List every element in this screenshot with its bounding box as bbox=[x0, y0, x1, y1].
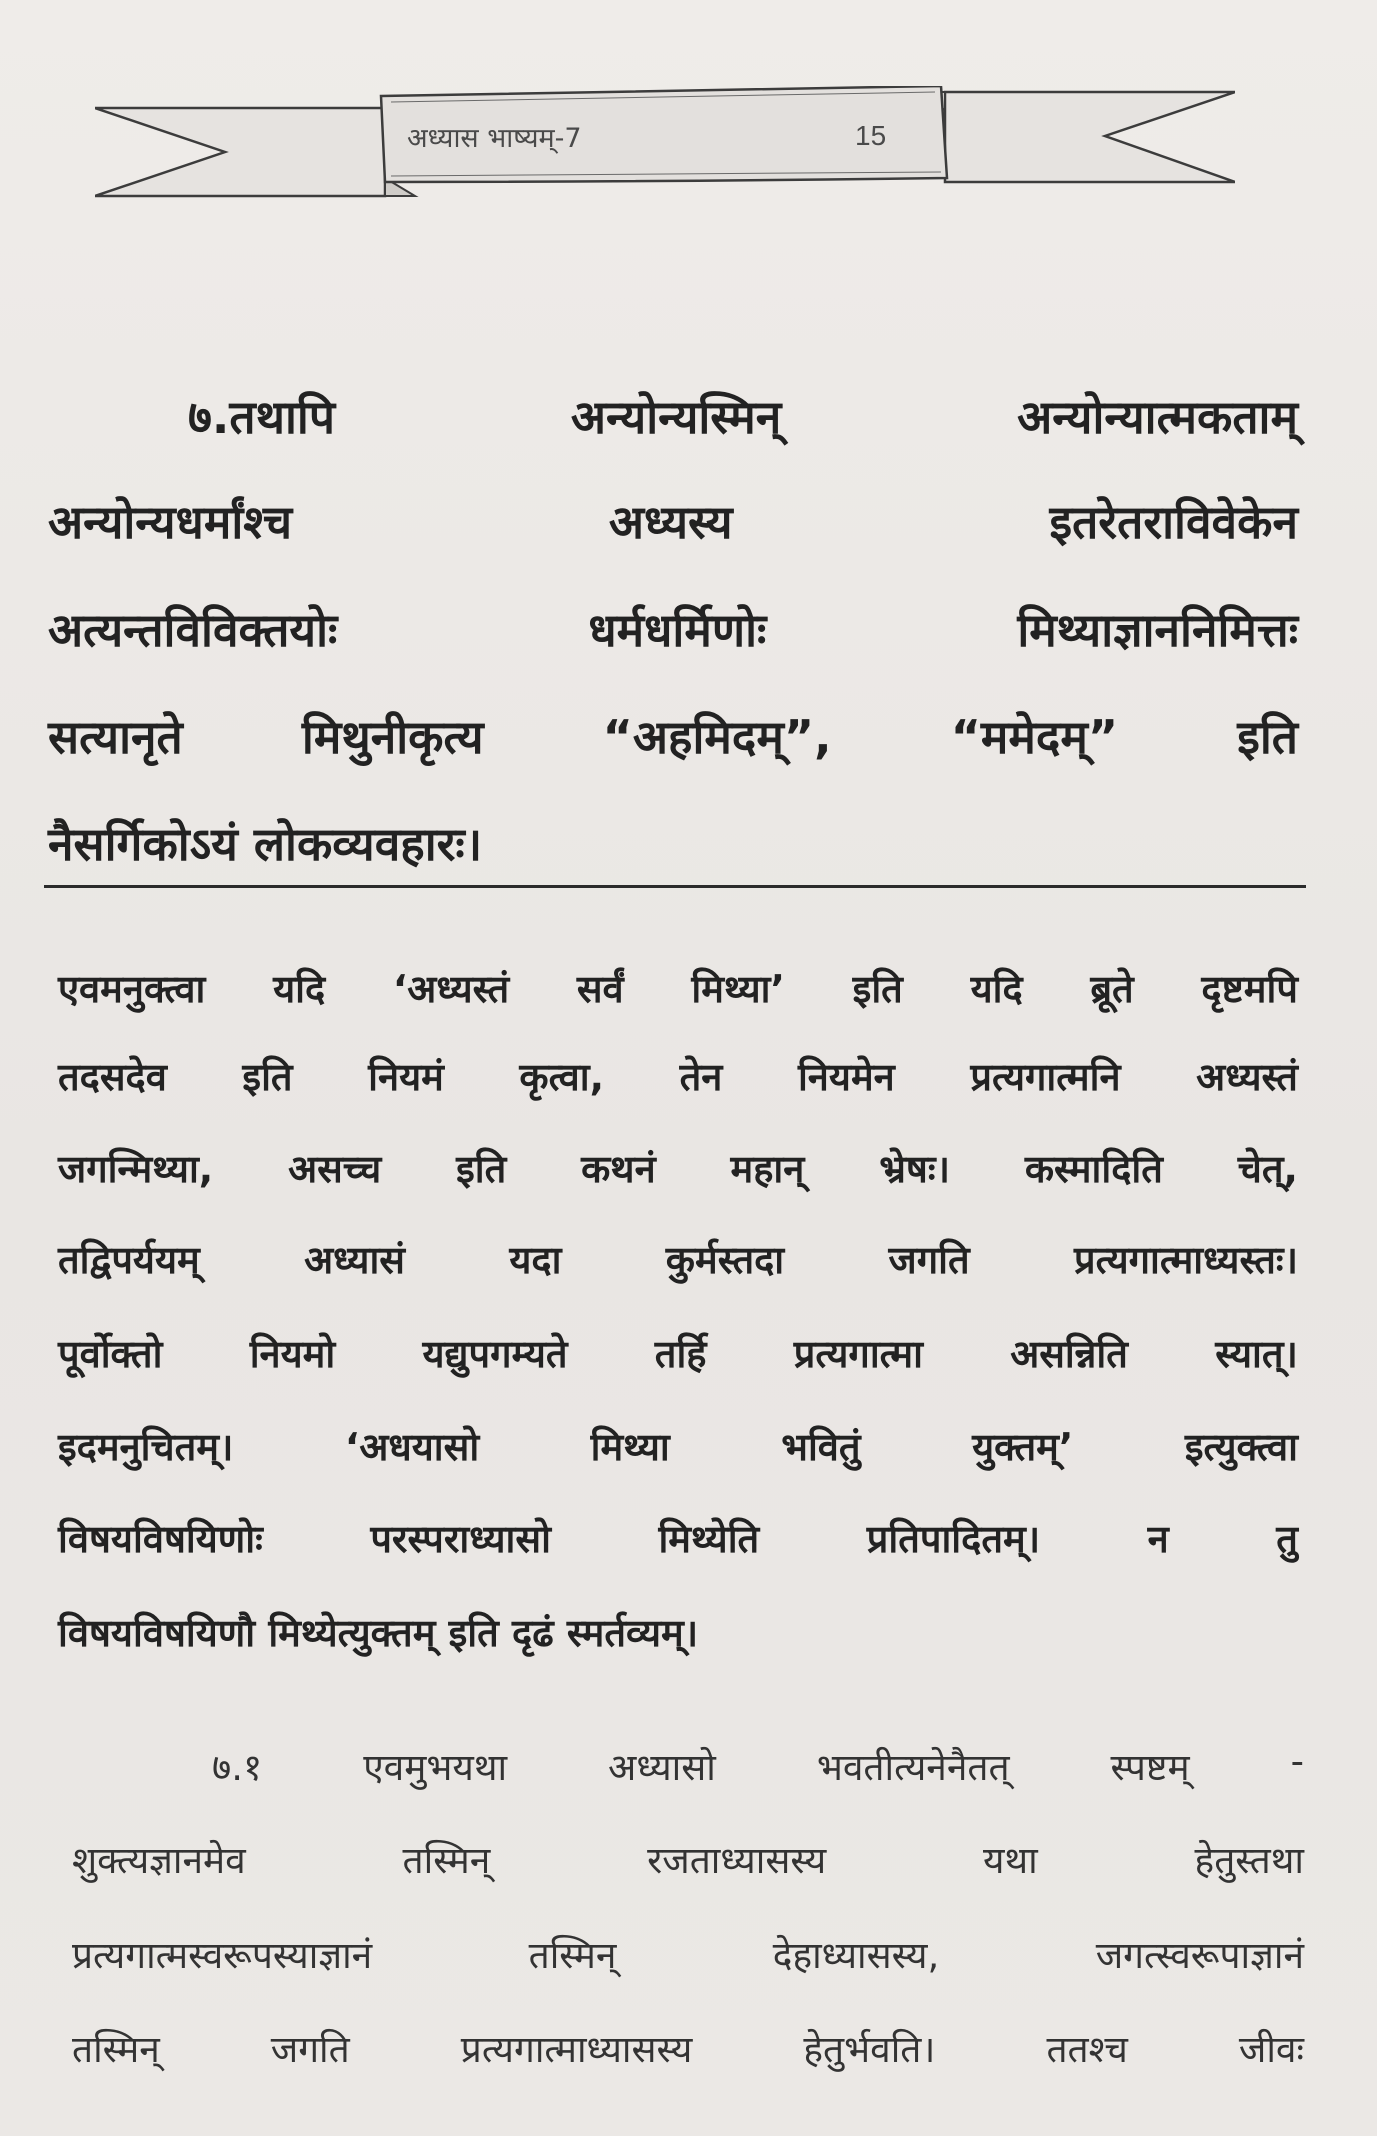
commentary-line bbox=[58, 1327, 1298, 1379]
commentary-line bbox=[58, 1233, 1298, 1285]
commentary-line bbox=[58, 962, 1298, 1014]
commentary-word: मिथ्येति bbox=[658, 1517, 760, 1561]
section-word: भवतीत्यनेनैतत् bbox=[816, 1746, 1010, 1789]
commentary-word: नियमो bbox=[249, 1332, 336, 1376]
verse-line bbox=[48, 490, 1298, 552]
verse-word: मिथुनीकृत्य bbox=[301, 710, 484, 764]
verse-word: इति bbox=[1237, 710, 1298, 764]
commentary-line bbox=[58, 1606, 1298, 1658]
verse-word: अन्योन्यात्मकताम् bbox=[1017, 390, 1298, 444]
commentary-word: कथनं bbox=[581, 1147, 656, 1191]
section-number: ७.१ bbox=[212, 1746, 263, 1789]
verse-word: अध्यस्य bbox=[608, 495, 733, 549]
verse-word: नैसर्गिकोऽयं लोकव्यवहारः। bbox=[48, 817, 483, 871]
section-word: जीवः bbox=[1238, 2028, 1304, 2071]
commentary-word: तद्विपर्ययम् bbox=[58, 1238, 200, 1282]
page-number: 15 bbox=[855, 120, 887, 151]
commentary-word: मिथ्या’ bbox=[691, 967, 785, 1011]
commentary-word: प्रत्यगात्मा bbox=[793, 1332, 923, 1376]
commentary-word: प्रतिपादितम्। bbox=[866, 1517, 1041, 1561]
commentary-word: अध्यासं bbox=[304, 1238, 405, 1282]
verse-word: मिथ्याज्ञाननिमित्तः bbox=[1017, 603, 1298, 657]
commentary-word: यदि bbox=[970, 967, 1023, 1011]
commentary-word: चेत्, bbox=[1237, 1147, 1298, 1191]
commentary-word: नियमेन bbox=[797, 1055, 895, 1099]
commentary-word: जगन्मिथ्या, bbox=[58, 1147, 214, 1191]
section-word: रजताध्यासस्य bbox=[647, 1839, 827, 1882]
section-word: हेतुस्तथा bbox=[1194, 1839, 1304, 1882]
verse-line bbox=[48, 705, 1298, 767]
verse-line bbox=[48, 385, 1298, 447]
verse-word: धर्मधर्मिणोः bbox=[588, 603, 767, 657]
commentary-word: विषयविषयिणोः bbox=[58, 1517, 263, 1561]
verse-word: अन्योन्यधर्मांश्च bbox=[48, 495, 293, 549]
commentary-word: यदा bbox=[509, 1238, 562, 1282]
commentary-line bbox=[58, 1142, 1298, 1194]
section-word: तस्मिन् bbox=[528, 1934, 617, 1977]
commentary-word: एवमनुक्त्वा bbox=[58, 967, 206, 1011]
commentary-word: यद्युपगम्यते bbox=[422, 1332, 568, 1376]
section-word: यथा bbox=[983, 1839, 1038, 1882]
section-word: जगत्स्वरूपाज्ञानं bbox=[1095, 1934, 1304, 1977]
section-word: अध्यासो bbox=[608, 1746, 716, 1789]
commentary-word: अध्यस्तं bbox=[1196, 1055, 1298, 1099]
section-word: जगति bbox=[270, 2028, 350, 2071]
commentary-word: इदमनुचितम्। bbox=[58, 1425, 234, 1469]
verse-word: अत्यन्तविविक्तयोः bbox=[48, 603, 338, 657]
commentary-word: तेन bbox=[679, 1055, 723, 1099]
commentary-word: तु bbox=[1276, 1517, 1298, 1561]
commentary-word: इति bbox=[456, 1147, 507, 1191]
commentary-word: परस्पराध्यासो bbox=[370, 1517, 551, 1561]
verse-line bbox=[48, 812, 1298, 874]
commentary-word: भवितुं bbox=[781, 1425, 861, 1469]
commentary-word: ‘अध्यस्तं bbox=[392, 967, 510, 1011]
commentary-word: कृत्वा, bbox=[519, 1055, 605, 1099]
verse-word: सत्यानृते bbox=[48, 710, 183, 764]
verse-word: इतरेतराविवेकेन bbox=[1049, 495, 1298, 549]
section-word: प्रत्यगात्मस्वरूपस्याज्ञानं bbox=[72, 1934, 373, 1977]
commentary-word: प्रत्यगात्मनि bbox=[970, 1055, 1121, 1099]
verse-word: अन्योन्यस्मिन् bbox=[570, 390, 782, 444]
commentary-word: असच्च bbox=[288, 1147, 382, 1191]
commentary-word: दृष्टमपि bbox=[1201, 967, 1298, 1011]
commentary-word: नियमं bbox=[368, 1055, 444, 1099]
verse-word: “ममेदम्” bbox=[950, 710, 1119, 764]
commentary-word: युक्तम्’ bbox=[972, 1425, 1074, 1469]
verse-line bbox=[48, 598, 1298, 660]
section-line bbox=[72, 1833, 1304, 1884]
section-word: स्पष्टम् bbox=[1110, 1746, 1190, 1789]
commentary-word: विषयविषयिणौ मिथ्येत्युक्तम् इति दृढं स्मर्तव्यम्। bbox=[58, 1611, 699, 1655]
commentary-word: असन्निति bbox=[1010, 1332, 1128, 1376]
commentary-word: ब्रूते bbox=[1090, 967, 1134, 1011]
commentary-word: पूर्वोक्तो bbox=[58, 1332, 163, 1376]
commentary-word: मिथ्या bbox=[590, 1425, 670, 1469]
commentary-word: प्रत्यगात्माध्यस्तः। bbox=[1073, 1238, 1298, 1282]
commentary-word: जगति bbox=[888, 1238, 970, 1282]
commentary-word: इति bbox=[242, 1055, 293, 1099]
page-header-ribbon bbox=[95, 86, 1235, 206]
section-word: तस्मिन् bbox=[402, 1839, 491, 1882]
commentary-word: ‘अधयासो bbox=[344, 1425, 480, 1469]
commentary-word: इति bbox=[852, 967, 903, 1011]
section-divider bbox=[44, 885, 1306, 888]
section-word: शुक्त्यज्ञानमेव bbox=[72, 1839, 246, 1882]
ribbon-banner-graphic bbox=[95, 86, 1235, 206]
commentary-word: स्यात्। bbox=[1215, 1332, 1298, 1376]
section-word: हेतुर्भवति। bbox=[803, 2028, 936, 2071]
section-line bbox=[72, 1928, 1304, 1979]
commentary-line bbox=[58, 1050, 1298, 1102]
commentary-word: तर्हि bbox=[654, 1332, 707, 1376]
section-word: एवमुभयथा bbox=[363, 1746, 508, 1789]
section-word: देहाध्यासस्य, bbox=[772, 1934, 940, 1977]
commentary-word: कस्मादिति bbox=[1024, 1147, 1163, 1191]
commentary-line bbox=[58, 1512, 1298, 1564]
section-line bbox=[212, 1740, 1304, 1791]
verse-word: “अहमिदम्”, bbox=[602, 710, 832, 764]
chapter-title: अध्यास भाष्यम्-7 bbox=[407, 123, 582, 154]
commentary-word: इत्युक्त्वा bbox=[1184, 1425, 1298, 1469]
verse-word: ७.तथापि bbox=[188, 390, 335, 444]
section-word: ततश्च bbox=[1046, 2028, 1128, 2071]
section-word: - bbox=[1290, 1740, 1304, 1783]
section-line bbox=[72, 2022, 1304, 2073]
commentary-word: सर्वं bbox=[576, 967, 624, 1011]
commentary-line bbox=[58, 1420, 1298, 1472]
commentary-word: तदसदेव bbox=[58, 1055, 167, 1099]
commentary-word: यदि bbox=[273, 967, 326, 1011]
section-word: तस्मिन् bbox=[72, 2028, 160, 2071]
commentary-word: न bbox=[1147, 1517, 1169, 1561]
commentary-word: भ्रेषः। bbox=[879, 1147, 950, 1191]
commentary-word: महान् bbox=[730, 1147, 805, 1191]
commentary-word: कुर्मस्तदा bbox=[665, 1238, 785, 1282]
section-word: प्रत्यगात्माध्यासस्य bbox=[460, 2028, 693, 2071]
